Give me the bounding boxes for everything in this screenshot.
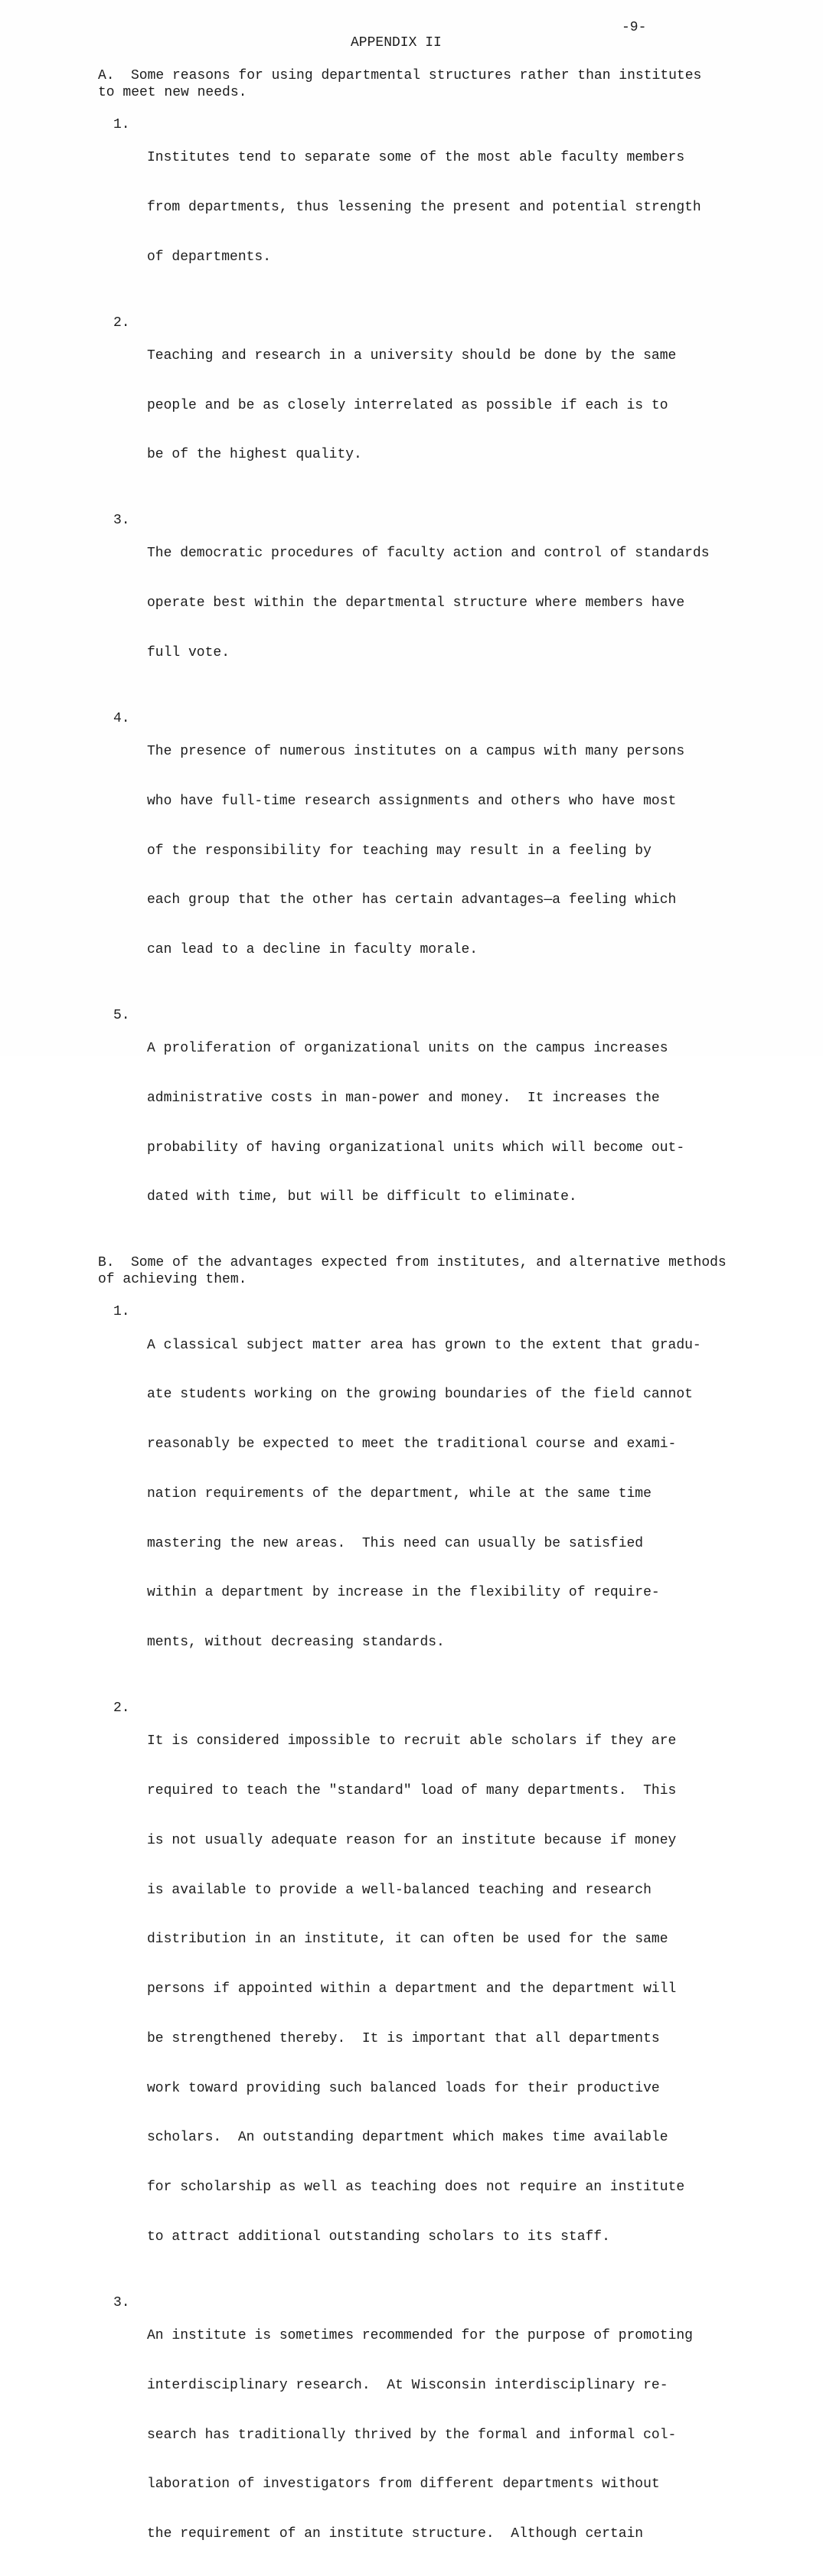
section-a-item-5 [113, 1008, 787, 1239]
item-line: full vote. [147, 645, 230, 660]
item-line: distribution in an institute, it can often be used for the same [147, 1932, 668, 1948]
section-a-item-2 [113, 315, 787, 497]
section-a [98, 68, 787, 1239]
section-b-intro-line-1: Some of the advantages expected from institutes, and alternative methods [131, 1255, 727, 1271]
item-line: within a department by increase in the flexibility of require- [147, 1585, 660, 1601]
item-line: Teaching and research in a university should be done by the same [147, 347, 677, 364]
item-line: reasonably be expected to meet the traditional course and exami- [147, 1436, 677, 1453]
section-a-intro-line-2: to meet new needs. [98, 84, 247, 100]
item-number: 5. [113, 1007, 130, 1023]
section-a-item-3 [113, 513, 787, 695]
page-number: -9- [622, 20, 647, 35]
item-line: each group that the other has certain advantages—a feeling which [147, 892, 677, 908]
item-line: from departments, thus lessening the present and potential strength [147, 200, 701, 216]
item-line: mastering the new areas. This need can usually be satisfied [147, 1535, 644, 1551]
item-line: probability of having organizational units which will become out- [147, 1140, 685, 1156]
section-b-intro [98, 1255, 787, 1272]
appendix-title: APPENDIX II [351, 35, 442, 51]
item-text [147, 513, 710, 695]
item-text [147, 1008, 684, 1239]
item-text [147, 711, 684, 992]
item-line: scholars. An outstanding department which makes time available [147, 2130, 668, 2146]
item-number: 3. [113, 2294, 130, 2310]
item-line: The presence of numerous institutes on a campus with many persons [147, 743, 685, 759]
item-line: can lead to a decline in faculty morale. [147, 942, 478, 958]
item-line: An institute is sometimes recommended for the purpose of promoting [147, 2328, 693, 2343]
section-b-item-3 [113, 2295, 787, 2576]
item-line: operate best within the departmental structure where members have [147, 595, 685, 611]
item-line: who have full-time research assignments and others who have most [147, 793, 677, 809]
item-line: A classical subject matter area has grown to the extent that gradu- [147, 1337, 701, 1353]
item-number: 2. [113, 1700, 130, 1717]
section-gap [98, 1239, 787, 1255]
item-line: nation requirements of the department, while at the same time [147, 1485, 652, 1502]
item-line: It is considered impossible to recruit able scholars if they are [147, 1733, 677, 1749]
section-b-item-2 [113, 1700, 787, 2279]
item-text [147, 2295, 693, 2576]
section-b-letter: B. [98, 1255, 115, 1271]
item-line: interdisciplinary research. At Wisconsin interdisciplinary re- [147, 2377, 668, 2393]
item-line: for scholarship as well as teaching does not require an institute [147, 2180, 685, 2196]
item-text [147, 315, 676, 497]
item-line: be of the highest quality. [147, 447, 362, 463]
item-line: to attract additional outstanding scholars to its staff. [147, 2229, 610, 2245]
item-line: is not usually adequate reason for an institute because if money [147, 1832, 677, 1848]
item-text [147, 1304, 701, 1684]
item-number: 1. [113, 117, 130, 133]
item-line: work toward providing such balanced loads for their productive [147, 2080, 660, 2096]
item-line: persons if appointed within a department and the department will [147, 1981, 677, 1997]
item-line: search has traditionally thrived by the formal and informal col- [147, 2427, 677, 2443]
item-number: 2. [113, 315, 130, 331]
section-a-letter: A. [98, 68, 115, 83]
item-line: ments, without decreasing standards. [147, 1635, 445, 1651]
item-line: laboration of investigators from different departments without [147, 2477, 660, 2493]
item-line: be strengthened thereby. It is important that all departments [147, 2030, 660, 2046]
section-b [98, 1255, 787, 2576]
item-text [147, 117, 701, 299]
item-line: The democratic procedures of faculty action and control of standards [147, 546, 710, 562]
section-a-intro [98, 68, 787, 85]
section-b-item-1 [113, 1304, 787, 1684]
item-text [147, 1700, 684, 2279]
item-line: is available to provide a well-balanced teaching and research [147, 1882, 652, 1898]
item-line: people and be as closely interrelated as possible if each is to [147, 397, 668, 413]
item-line: dated with time, but will be difficult to eliminate. [147, 1189, 577, 1205]
item-line: required to teach the "standard" load of many departments. This [147, 1783, 677, 1798]
section-a-item-1 [113, 117, 787, 299]
section-a-intro-line-1: Some reasons for using departmental structures rather than institutes [131, 68, 702, 83]
item-number: 3. [113, 513, 130, 529]
item-line: Institutes tend to separate some of the most able faculty members [147, 150, 685, 166]
document-body [98, 68, 787, 2576]
item-line: administrative costs in man-power and money. It increases the [147, 1090, 660, 1106]
section-a-item-4 [113, 711, 787, 992]
item-line: ate students working on the growing boundaries of the field cannot [147, 1387, 693, 1403]
item-line: the requirement of an institute structure. Although certain [147, 2526, 644, 2542]
item-number: 4. [113, 710, 130, 726]
item-line: of the responsibility for teaching may result in a feeling by [147, 843, 652, 859]
item-line: of departments. [147, 249, 272, 265]
item-number: 1. [113, 1304, 130, 1320]
section-b-intro-line-2: of achieving them. [98, 1271, 247, 1287]
item-line: A proliferation of organizational units on the campus increases [147, 1041, 668, 1057]
